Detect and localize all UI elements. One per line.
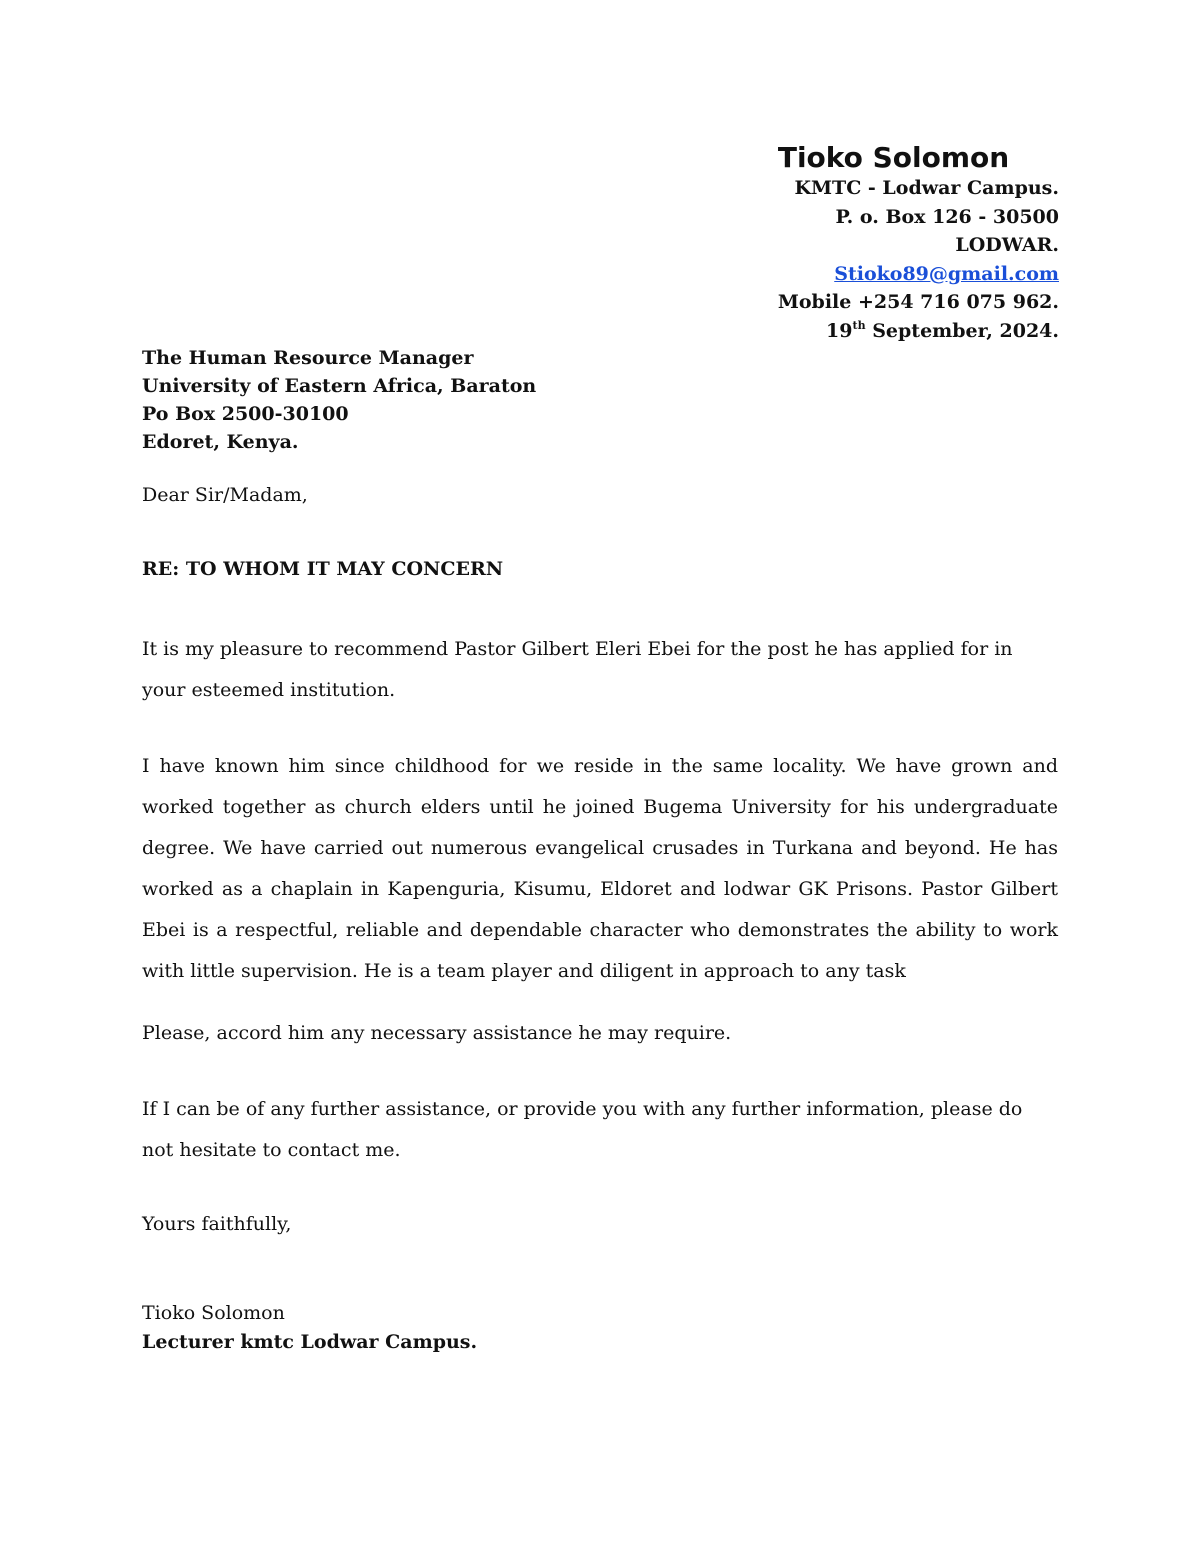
subject-line: RE: TO WHOM IT MAY CONCERN <box>142 558 504 580</box>
sender-town: LODWAR. <box>955 234 1059 256</box>
recipient-line-2: University of Eastern Africa, Baraton <box>142 375 537 397</box>
letter-date <box>778 317 1059 346</box>
date-suffix: th <box>852 318 866 332</box>
paragraph-1: It is my pleasure to recommend Pastor Gilbert Eleri Ebei for the post he has applied for in your esteemed institution. <box>142 638 1013 701</box>
paragraph-4: If I can be of any further assistance, or provide you with any further information, please do not hesitate to contact me. <box>142 1098 1023 1161</box>
recipient-line-3: Po Box 2500-30100 <box>142 403 349 425</box>
sender-address-block <box>778 140 1059 345</box>
date-day: 19 <box>826 319 853 342</box>
sender-institution: KMTC - Lodwar Campus. <box>794 177 1059 199</box>
closing: Yours faithfully, <box>142 1213 292 1235</box>
sender-mobile: Mobile +254 716 075 962. <box>777 291 1059 313</box>
recipient-line-4: Edoret, Kenya. <box>142 431 299 453</box>
paragraph-3: Please, accord him any necessary assistance he may require. <box>142 1022 732 1044</box>
sender-name: Tioko Solomon <box>777 141 1010 174</box>
sender-po-box: P. o. Box 126 - 30500 <box>835 205 1059 228</box>
sender-email-link[interactable]: Stioko89@gmail.com <box>834 262 1059 285</box>
signature-name: Tioko Solomon <box>142 1302 285 1324</box>
signature-title: Lecturer kmtc Lodwar Campus. <box>142 1331 478 1353</box>
paragraph-2: I have known him since childhood for we reside in the same locality. We have grown and worked together as church elders until he joined Bugema University for his undergraduate degree. We have carried out numerous evangelical crusades in Turkana and beyond. He has worked as a chaplain in Kapenguria, Kisumu, Eldoret and lodwar GK Prisons. Pastor Gilbert Ebei is a respectful, reliable and dependable character who demonstrates the ability to work with little supervision. He is a team player and diligent in approach to any task <box>142 755 1058 982</box>
recipient-address-block <box>142 344 536 456</box>
salutation: Dear Sir/Madam, <box>142 484 308 506</box>
date-month-year: September, 2024. <box>865 319 1059 342</box>
recipient-line-1: The Human Resource Manager <box>142 347 474 369</box>
